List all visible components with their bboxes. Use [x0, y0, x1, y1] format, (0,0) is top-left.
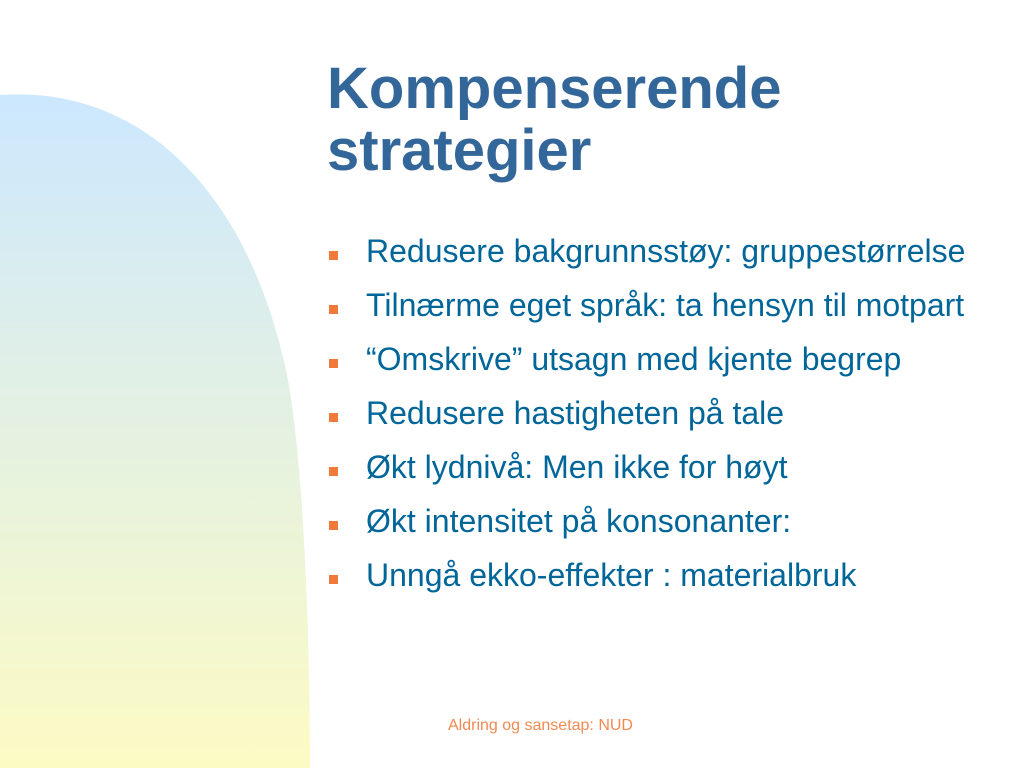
slide-title	[327, 58, 1007, 182]
bullet-text: Unngå ekko-effekter : materialbruk	[366, 557, 857, 593]
bullet-list	[328, 230, 1008, 608]
bullet-item	[328, 446, 1008, 488]
bullet-text: Økt lydnivå: Men ikke for høyt	[366, 449, 788, 485]
bullet-item	[328, 284, 1008, 326]
bullet-marker-icon	[329, 575, 338, 584]
bullet-text: Økt intensitet på konsonanter:	[366, 503, 792, 539]
slide-footer: Aldring og sansetap: NUD	[448, 717, 633, 734]
bullet-text: Tilnærme eget språk: ta hensyn til motpart	[366, 287, 965, 323]
bullet-item	[328, 500, 1008, 542]
bullet-text: Redusere bakgrunnsstøy: gruppestørrelse	[366, 233, 966, 269]
bullet-marker-icon	[329, 413, 338, 422]
bullet-marker-icon	[329, 521, 338, 530]
bullet-item	[328, 230, 1008, 272]
bullet-marker-icon	[329, 359, 338, 368]
bullet-text: Redusere hastigheten på tale	[366, 395, 785, 431]
bullet-item	[328, 392, 1008, 434]
bullet-marker-icon	[329, 467, 338, 476]
bullet-item	[328, 554, 1008, 596]
slide-title-line-2: strategier	[327, 118, 592, 183]
bullet-text: “Omskrive” utsagn med kjente begrep	[366, 341, 902, 377]
bullet-item	[328, 338, 1008, 380]
background-gradient-shape	[0, 0, 320, 768]
slide-title-line-1: Kompenserende	[327, 56, 782, 121]
bullet-marker-icon	[329, 251, 338, 260]
bullet-marker-icon	[329, 305, 338, 314]
